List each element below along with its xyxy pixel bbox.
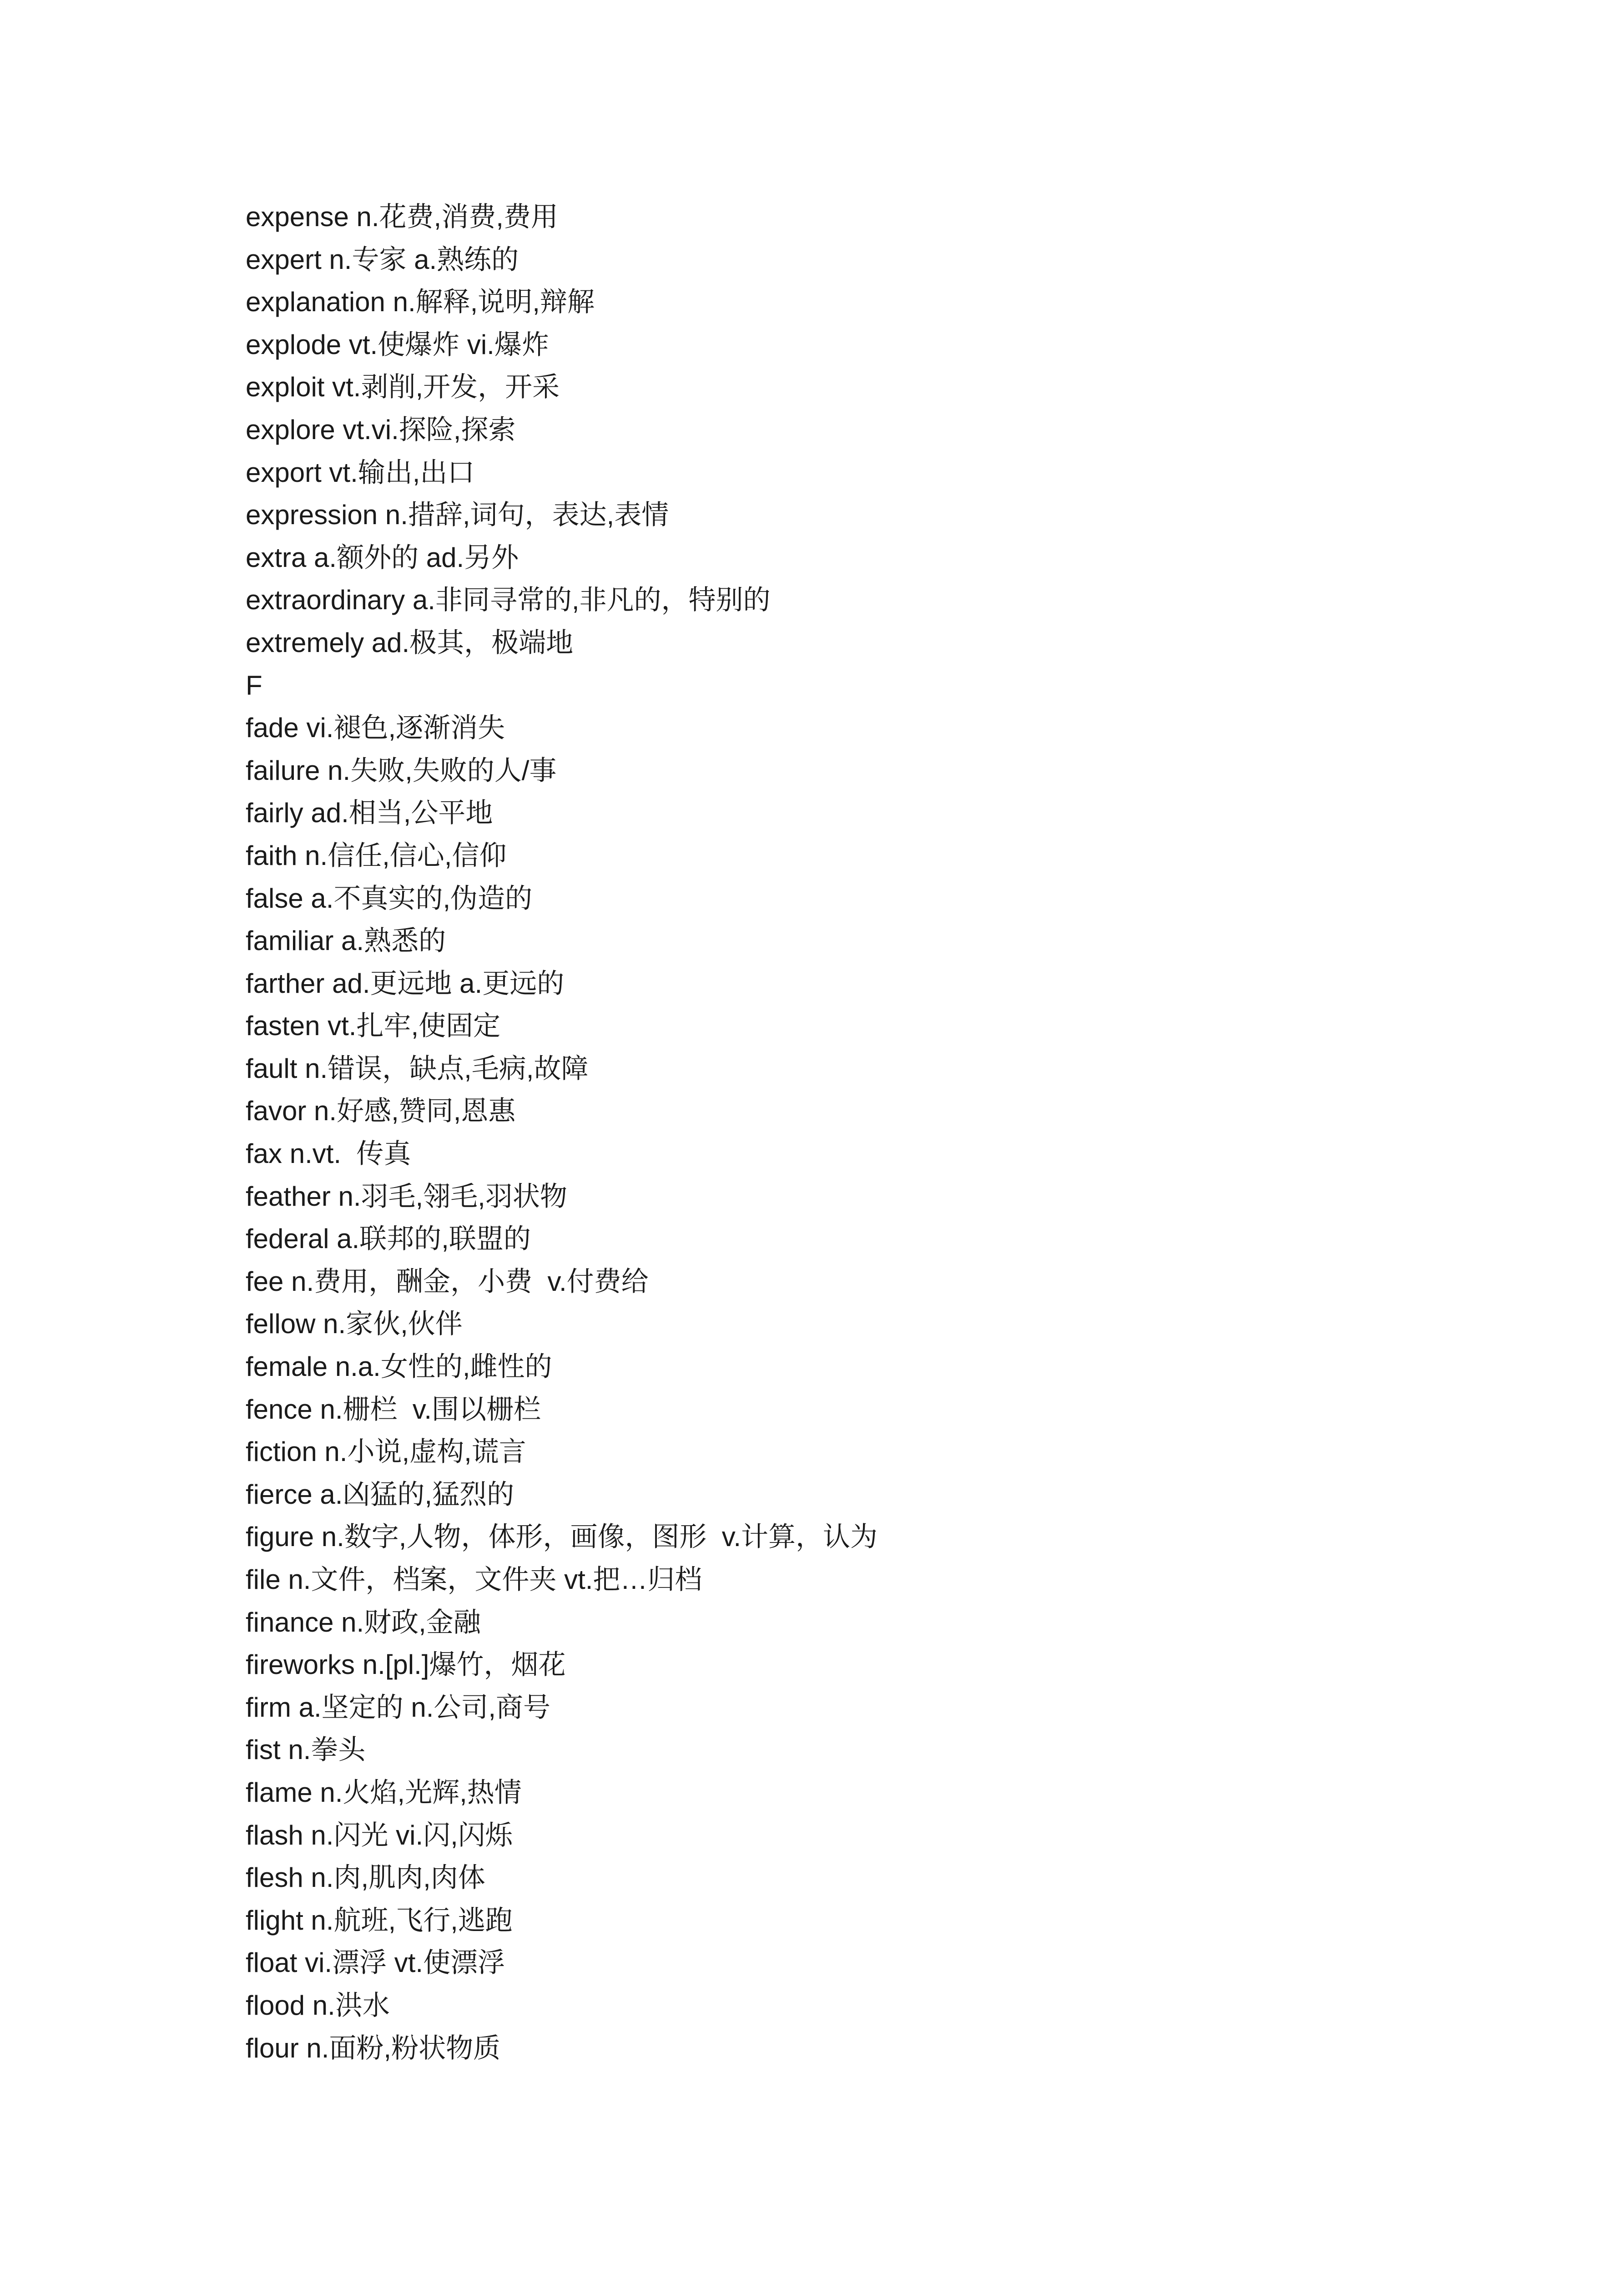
list-item: fellow n.家伙,伙伴 [246,1309,463,1340]
list-item: failure n.失败,失败的人/事 [246,755,557,786]
list-item: false a.不真实的,伪造的 [246,883,533,914]
list-item: fence n.栅栏 v.围以栅栏 [246,1394,541,1425]
list-item: expense n.花费,消费,费用 [246,202,558,232]
list-item: flesh n.肉,肌肉,肉体 [246,1862,485,1893]
list-item: feather n.羽毛,翎毛,羽状物 [246,1181,567,1212]
list-item: explanation n.解释,说明,辩解 [246,287,595,318]
list-item: flour n.面粉,粉状物质 [246,2032,501,2063]
list-item: fist n.拳头 [246,1734,366,1765]
list-item: explode vt.使爆炸 vi.爆炸 [246,329,549,360]
list-item: favor n.好感,赞同,恩惠 [246,1096,516,1127]
list-item: finance n.财政,金融 [246,1607,481,1638]
list-item: float vi.漂浮 vt.使漂浮 [246,1947,505,1978]
vocabulary-list [246,196,1428,2069]
list-item: fee n.费用，酬金，小费 v.付费给 [246,1266,649,1297]
list-item: fierce a.凶猛的,猛烈的 [246,1479,514,1510]
list-item: figure n.数字,人物，体形，画像，图形 v.计算，认为 [246,1522,878,1552]
list-item: explore vt.vi.探险,探索 [246,414,516,445]
list-item: fireworks n.[pl.]爆竹，烟花 [246,1649,566,1680]
list-item: extra a.额外的 ad.另外 [246,542,519,573]
list-item: export vt.输出,出口 [246,457,475,488]
list-item: flash n.闪光 vi.闪,闪烁 [246,1820,513,1850]
list-item: exploit vt.剥削,开发，开采 [246,372,560,403]
list-item: federal a.联邦的,联盟的 [246,1223,531,1254]
list-item: flood n.洪水 [246,1990,390,2021]
list-item: farther ad.更远地 a.更远的 [246,968,565,999]
list-item: fairly ad.相当,公平地 [246,798,493,829]
list-item: fasten vt.扎牢,使固定 [246,1011,501,1041]
list-item: female n.a.女性的,雌性的 [246,1351,552,1382]
list-item: extremely ad.极其，极端地 [246,627,574,658]
list-item: fade vi.褪色,逐渐消失 [246,713,505,743]
list-item: extraordinary a.非同寻常的,非凡的，特别的 [246,585,771,616]
list-item: flight n.航班,飞行,逃跑 [246,1905,513,1936]
list-item: flame n.火焰,光辉,热情 [246,1777,522,1808]
list-item: fault n.错误，缺点,毛病,故障 [246,1053,589,1084]
list-item: faith n.信任,信心,信仰 [246,840,507,871]
list-item: expert n.专家 a.熟练的 [246,244,519,275]
list-item: familiar a.熟悉的 [246,925,446,956]
list-item: expression n.措辞,词句，表达,表情 [246,500,669,531]
list-item: file n.文件，档案，文件夹 vt.把…归档 [246,1564,702,1595]
list-item: fiction n.小说,虚构,谎言 [246,1436,526,1467]
list-item: firm a.坚定的 n.公司,商号 [246,1692,551,1723]
section-letter-heading: F [246,670,262,701]
list-item: fax n.vt. 传真 [246,1138,411,1169]
